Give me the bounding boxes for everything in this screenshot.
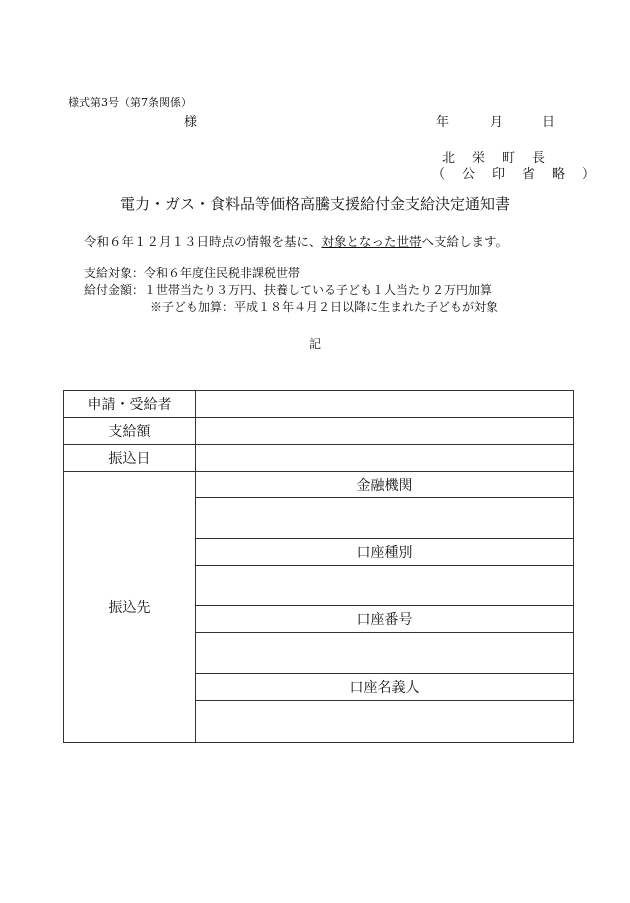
notice-text (84, 232, 508, 250)
child-addition-note: ※子ども加算：平成１８年４月２日以降に生まれた子どもが対象 (150, 300, 499, 314)
amount-value (196, 418, 574, 445)
payment-amount: 給付金額：１世帯当たり３万円、扶養している子ども１人当たり２万円加算 (84, 283, 493, 297)
transfer-date-value (196, 445, 574, 472)
document-title: 電力・ガス・食料品等価格高騰支援給付金支給決定通知書 (119, 195, 510, 213)
applicant-label: 申請・受給者 (64, 391, 196, 418)
ki-marker: 記 (308, 337, 321, 351)
date-month-label: 月 (490, 115, 504, 130)
notice-underlined-2: 世帯 (396, 234, 422, 249)
notice-underlined-1: 対象となった (321, 234, 397, 249)
account-holder-value (196, 701, 574, 743)
account-number-value (196, 633, 574, 674)
account-type-value (196, 566, 574, 606)
issuer-name: 北 栄 町 長 (442, 151, 548, 166)
account-holder-label: 口座名義人 (196, 674, 574, 701)
destination-label: 振込先 (64, 472, 196, 743)
bank-value (196, 498, 574, 539)
bank-label: 金融機関 (196, 472, 574, 498)
transfer-date-label: 振込日 (64, 445, 196, 472)
notice-post: へ支給します。 (421, 234, 509, 249)
payment-details-table (63, 390, 574, 743)
account-number-label: 口座番号 (196, 606, 574, 633)
date-year-label: 年 (436, 115, 450, 130)
applicant-value (196, 391, 574, 418)
payment-target: 支給対象：令和６年度住民税非課税世帯 (84, 266, 301, 280)
notice-pre: 令和６年１２月１３日時点の情報を基に、 (84, 234, 322, 249)
amount-label: 支給額 (64, 418, 196, 445)
date-day-label: 日 (542, 115, 556, 130)
seal-omitted-note: （ 公 印 省 略 ） (432, 167, 598, 182)
form-number: 様式第3号（第7条関係） (68, 96, 192, 109)
recipient-suffix: 様 (184, 115, 198, 130)
account-type-label: 口座種別 (196, 539, 574, 566)
